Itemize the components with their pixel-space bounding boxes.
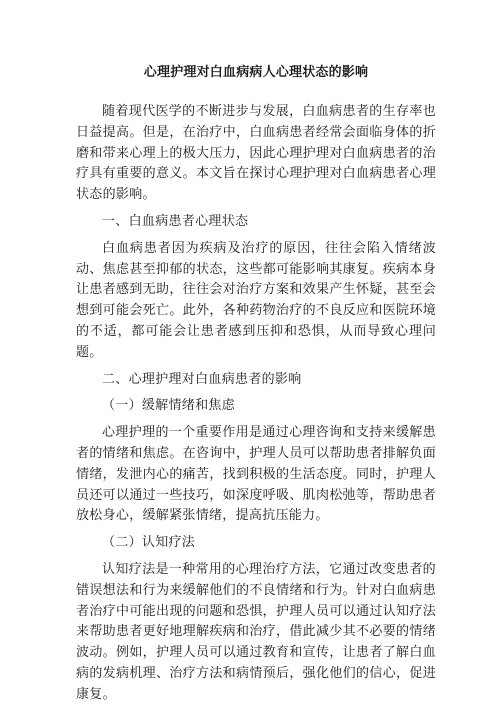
subsection-1-paragraph: 心理护理的一个重要作用是通过心理咨询和支持来缓解患者的情绪和焦虑。在咨询中，护理人员可以帮助患者排解负面情绪，发泄内心的痛苦，找到积极的生活态度。同时，护理人员还可以通过一些技巧，如深度呼吸、肌肉松弛等，帮助患者放松身心，缓解紧张情绪，提高抗压能力。 [76, 425, 436, 524]
subsection-2-heading: （二）认知疗法 [102, 535, 196, 551]
section-2-heading: 二、心理护理对白血病患者的影响 [102, 371, 302, 387]
section-1-heading: 一、白血病患者心理状态 [102, 213, 249, 229]
section-1-paragraph: 白血病患者因为疾病及治疗的原因，往往会陷入情绪波动、焦虑甚至抑郁的状态，这些都可能影响其康复。疾病本身让患者感到无助，往往会对治疗方案和效果产生怀疑，甚至会想到可能会死亡。此外，各种药物治疗的不良反应和医院环境的不适，都可能会让患者感到压抑和恐惧，从而导致心理问题。 [76, 240, 436, 360]
subsection-2-paragraph: 认知疗法是一种常用的心理治疗方法，它通过改变患者的错误想法和行为来缓解他们的不良情绪和行为。针对白血病患者治疗中可能出现的问题和恐惧，护理人员可以通过认知疗法来帮助患者更好地理解疾病和治疗，借此减少其不必要的情绪波动。例如，护理人员可以通过教育和宣传，让患者了解白血病的发病机理、治疗方法和病情预后，强化他们的信心，促进康复。 [76, 561, 436, 702]
subsection-1-heading: （一）缓解情绪和焦虑 [102, 398, 236, 414]
document-page [76, 64, 436, 708]
document-title: 心理护理对白血病病人心理状态的影响 [143, 65, 369, 80]
intro-paragraph: 随着现代医学的不断进步与发展，白血病患者的生存率也日益提高。但是，在治疗中，白血病患者经常会面临身体的折磨和带来心理上的极大压力，因此心理护理对白血病患者的治疗具有重要的意义。本文旨在探讨心理护理对白血病患者心理状态的影响。 [76, 104, 436, 203]
